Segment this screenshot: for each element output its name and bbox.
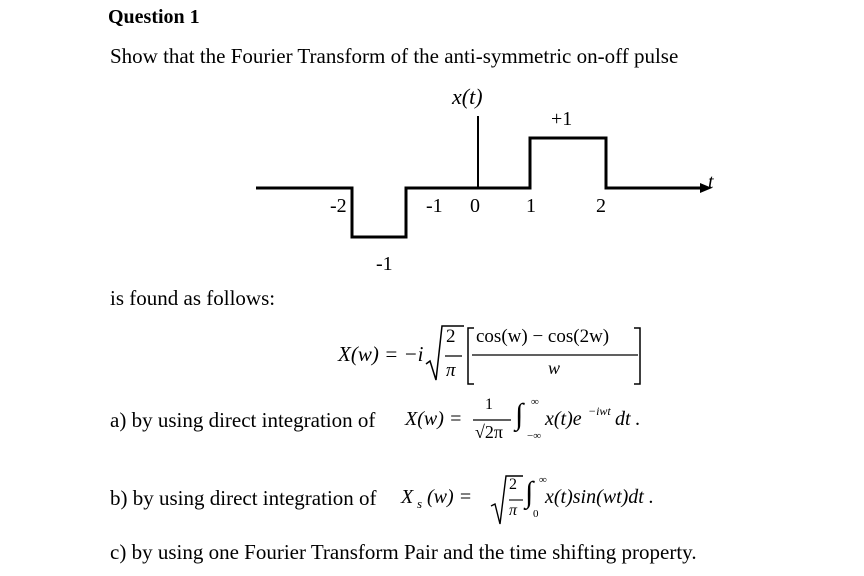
part-b-lhs-sub: s bbox=[417, 496, 423, 511]
part-b-lhs: X bbox=[401, 486, 414, 508]
part-b-formula bbox=[401, 474, 705, 534]
part-b-sqrt-den: π bbox=[509, 502, 518, 519]
tick-label: -2 bbox=[330, 195, 347, 217]
tick-label: 0 bbox=[470, 195, 480, 217]
found-text: is found as follows: bbox=[110, 286, 276, 310]
part-c bbox=[110, 540, 697, 565]
part-b-int-upper: ∞ bbox=[539, 474, 547, 486]
y-axis-label: x(t) bbox=[452, 84, 483, 109]
part-b-sqrt-num: 2 bbox=[509, 476, 517, 493]
question-intro: Show that the Fourier Transform of the anti-symmetric on-off pulse bbox=[110, 44, 679, 68]
part-a-integrand: x(t)e bbox=[545, 408, 582, 430]
tick-label: 1 bbox=[526, 195, 536, 217]
tick-label: -1 bbox=[426, 195, 443, 217]
part-b-int-lower: 0 bbox=[533, 508, 539, 520]
integral-sign: ∫ bbox=[515, 398, 524, 431]
result-formula bbox=[338, 322, 658, 388]
part-b bbox=[110, 486, 377, 511]
part-b-integrand: x(t)sin(wt)dt . bbox=[545, 486, 654, 508]
result-denominator: w bbox=[548, 358, 561, 378]
part-a-frac-den: √2π bbox=[475, 422, 503, 442]
part-c-label: c) bbox=[110, 540, 127, 564]
part-c-text: by using one Fourier Transform Pair and the time shifting property. bbox=[131, 540, 697, 564]
part-a bbox=[110, 408, 375, 433]
part-a-lhs: X(w) = bbox=[405, 408, 463, 430]
result-sqrt-denominator: π bbox=[446, 360, 456, 381]
question-title: Question 1 bbox=[108, 6, 200, 28]
part-b-label: b) bbox=[110, 486, 128, 510]
part-a-text: by using direct integration of bbox=[131, 408, 376, 432]
plus-one-label: +1 bbox=[551, 108, 573, 130]
result-numerator: cos(w) − cos(2w) bbox=[476, 326, 610, 347]
part-a-exponent: −iwt bbox=[588, 404, 611, 418]
result-sqrt-numerator: 2 bbox=[446, 326, 456, 347]
part-a-label: a) bbox=[110, 408, 127, 432]
t-axis-label: t bbox=[708, 171, 714, 193]
part-b-lhs-rest: (w) = bbox=[427, 486, 473, 508]
result-lhs: X(w) = −i bbox=[338, 342, 424, 366]
part-a-int-upper: ∞ bbox=[531, 396, 539, 408]
part-a-frac-num: 1 bbox=[485, 396, 493, 413]
minus-one-label: -1 bbox=[376, 253, 393, 275]
part-b-text: by using direct integration of bbox=[132, 486, 377, 510]
part-a-int-lower: −∞ bbox=[527, 430, 542, 442]
part-a-tail: dt . bbox=[615, 408, 641, 430]
part-a-formula bbox=[405, 398, 705, 458]
tick-label: 2 bbox=[596, 195, 606, 217]
integral-sign: ∫ bbox=[525, 476, 534, 509]
pulse-figure bbox=[230, 80, 750, 280]
